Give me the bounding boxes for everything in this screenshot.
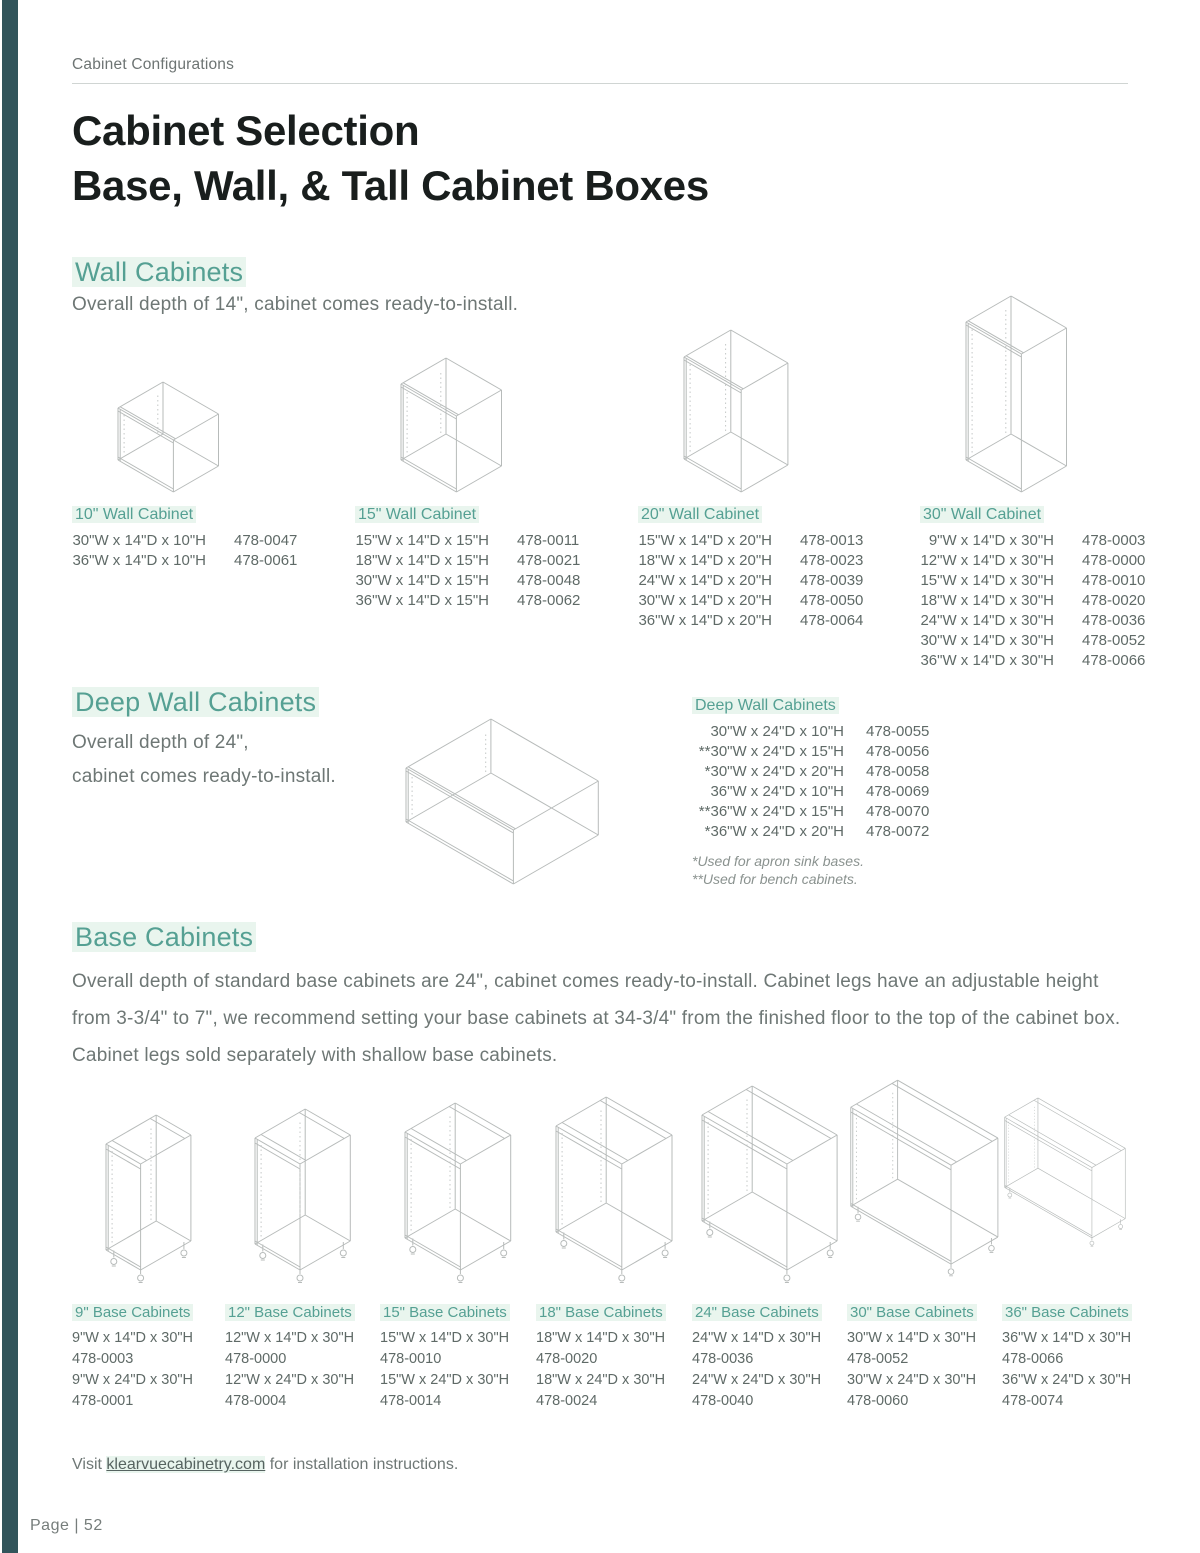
deep-wall-specs (692, 687, 1128, 888)
spec-line: 30"W x 24"D x 30"H (847, 1372, 977, 1389)
spec-row: 18"W x 14"D x 20"H 478-0023 (638, 552, 864, 570)
deep-wall-intro (72, 687, 402, 888)
base-cabinet-group-18 (536, 1304, 692, 1412)
visit-prefix: Visit (72, 1456, 102, 1474)
spec-line: 9"W x 14"D x 30"H (72, 1330, 194, 1347)
spec-line: 478-0066 (1002, 1351, 1064, 1368)
spec-line: 18"W x 24"D x 30"H (536, 1372, 666, 1389)
spec-line: 478-0000 (225, 1351, 287, 1368)
group-label: Deep Wall Cabinets (692, 697, 839, 714)
base-cabinet-18in-illustration (552, 1093, 677, 1294)
spec-row: 30"W x 24"D x 10"H 478-0055 (710, 723, 930, 741)
base-cabinet-group-30 (847, 1304, 1002, 1412)
spec-line: 478-0010 (380, 1351, 442, 1368)
base-cabinets-heading: Base Cabinets (72, 922, 1128, 953)
spec-row: 36"W x 14"D x 10"H 478-0061 (72, 552, 298, 570)
spec-line: 15"W x 24"D x 30"H (380, 1372, 510, 1389)
base-cabinet-9in-illustration (102, 1111, 195, 1294)
spec-row: 24"W x 14"D x 20"H 478-0039 (638, 572, 864, 590)
spec-row: 15"W x 14"D x 30"H 478-0010 (920, 572, 1146, 590)
group-label: 36" Base Cabinets (1002, 1304, 1132, 1321)
deep-wall-cabinets-section (72, 687, 1128, 888)
spec-line: 12"W x 14"D x 30"H (225, 1330, 355, 1347)
wall-cabinet-15in-illustration (397, 354, 506, 496)
left-accent-bar (2, 0, 18, 1553)
spec-row: 9"W x 14"D x 30"H 478-0003 (928, 532, 1146, 550)
spec-row: 36"W x 14"D x 30"H 478-0066 (920, 652, 1146, 670)
deep-wall-cabinet-illustration (402, 715, 603, 888)
spec-line: 24"W x 14"D x 30"H (692, 1330, 822, 1347)
spec-line: 478-0001 (72, 1393, 134, 1410)
spec-line: 30"W x 14"D x 30"H (847, 1330, 977, 1347)
base-cabinet-group-12 (225, 1304, 380, 1412)
wall-cabinet-group-30 (920, 506, 1146, 671)
page-content (72, 0, 1146, 1474)
base-cabinet-24in-illustration (698, 1082, 842, 1294)
footnote-apron-sink: *Used for apron sink bases. (692, 853, 864, 870)
wall-cabinet-group-10 (72, 506, 355, 671)
wall-cabinet-10in-illustration (114, 378, 223, 496)
wall-cabinet-specs (72, 506, 1146, 671)
spec-line: 15"W x 14"D x 30"H (380, 1330, 510, 1347)
spec-row: 18"W x 14"D x 30"H 478-0020 (920, 592, 1146, 610)
group-label: 12" Base Cabinets (225, 1304, 355, 1321)
page-number: Page | 52 (30, 1517, 103, 1534)
deep-wall-heading: Deep Wall Cabinets (72, 687, 402, 718)
spec-row: 30"W x 14"D x 20"H 478-0050 (638, 592, 864, 610)
spec-line: 478-0036 (692, 1351, 754, 1368)
website-link[interactable]: klearvuecabinetry.com (106, 1456, 266, 1474)
base-cabinet-30in-illustration (847, 1069, 1002, 1294)
base-cabinet-group-36 (1002, 1304, 1132, 1412)
spec-line: 36"W x 14"D x 30"H (1002, 1330, 1132, 1347)
group-label: 20" Wall Cabinet (638, 506, 762, 523)
spec-row: *36"W x 24"D x 20"H 478-0072 (704, 823, 930, 841)
base-cabinet-36in-illustration (1002, 1055, 1128, 1294)
base-cabinet-group-9 (72, 1304, 225, 1412)
page-title (72, 104, 1128, 213)
visit-suffix: for installation instructions. (269, 1456, 459, 1474)
wall-cabinet-group-20 (638, 506, 920, 671)
base-cabinet-specs (72, 1304, 1132, 1412)
spec-row: 24"W x 14"D x 30"H 478-0036 (920, 612, 1146, 630)
spec-row: **36"W x 24"D x 15"H 478-0070 (698, 803, 930, 821)
spec-row: 15"W x 14"D x 15"H 478-0011 (355, 532, 580, 550)
wall-cabinets-section (72, 257, 1146, 671)
wall-cabinets-subtitle: Overall depth of 14", cabinet comes ready-to-install. (72, 294, 519, 316)
spec-row: 15"W x 14"D x 20"H 478-0013 (638, 532, 864, 550)
deep-wall-illustration-wrap (402, 687, 692, 888)
base-cabinets-paragraph: Overall depth of standard base cabinets are 24", cabinet comes ready-to-install. Cabinet legs have an adjustable height from 3-3/4" to 7", we recommend setting your base cabinets at 34-3/4" from the finished floor to the top of the cabinet box. Cabinet legs sold separately with shallow base cabinets. (72, 971, 1121, 1067)
spec-row: 12"W x 14"D x 30"H 478-0000 (920, 552, 1146, 570)
wall-cabinet-illustrations (72, 290, 1128, 496)
spec-row: 36"W x 14"D x 15"H 478-0062 (355, 592, 581, 610)
spec-row: 30"W x 14"D x 30"H 478-0052 (920, 632, 1146, 650)
spec-line: 9"W x 24"D x 30"H (72, 1372, 194, 1389)
group-label: 30" Wall Cabinet (920, 506, 1044, 523)
spec-row: 36"W x 24"D x 10"H 478-0069 (710, 783, 930, 801)
spec-line: 478-0060 (847, 1393, 909, 1410)
spec-line: 24"W x 24"D x 30"H (692, 1372, 822, 1389)
spec-line: 12"W x 24"D x 30"H (225, 1372, 355, 1389)
deep-wall-subtitle-line1: Overall depth of 24", (72, 732, 249, 754)
spec-line: 478-0052 (847, 1351, 909, 1368)
base-cabinet-15in-illustration (401, 1099, 515, 1294)
group-label: 15" Wall Cabinet (355, 506, 479, 523)
spec-line: 478-0074 (1002, 1393, 1064, 1410)
spec-line: 478-0020 (536, 1351, 598, 1368)
group-label: 9" Base Cabinets (72, 1304, 193, 1321)
spec-line: 478-0024 (536, 1393, 598, 1410)
group-label: 18" Base Cabinets (536, 1304, 666, 1321)
breadcrumb: Cabinet Configurations (72, 56, 1128, 84)
group-label: 30" Base Cabinets (847, 1304, 977, 1321)
spec-row: 30"W x 14"D x 10"H 478-0047 (72, 532, 298, 550)
spec-line: 36"W x 24"D x 30"H (1002, 1372, 1132, 1389)
spec-row: 30"W x 14"D x 15"H 478-0048 (355, 572, 581, 590)
spec-line: 478-0004 (225, 1393, 287, 1410)
base-cabinet-12in-illustration (251, 1105, 355, 1294)
wall-cabinet-20in-illustration (680, 326, 792, 496)
spec-row: 18"W x 14"D x 15"H 478-0021 (355, 552, 581, 570)
group-label: 24" Base Cabinets (692, 1304, 822, 1321)
group-label: 15" Base Cabinets (380, 1304, 510, 1321)
spec-line: 478-0040 (692, 1393, 754, 1410)
group-label: 10" Wall Cabinet (72, 506, 196, 523)
wall-cabinet-30in-illustration (962, 292, 1071, 496)
spec-row: *30"W x 24"D x 20"H 478-0058 (704, 763, 930, 781)
spec-row: **30"W x 24"D x 15"H 478-0056 (698, 743, 930, 761)
footnote-bench: **Used for bench cabinets. (692, 871, 858, 888)
spec-line: 18"W x 14"D x 30"H (536, 1330, 666, 1347)
spec-row: 36"W x 14"D x 20"H 478-0064 (638, 612, 864, 630)
base-cabinets-section (72, 922, 1132, 1412)
installation-note (72, 1456, 1128, 1474)
deep-wall-footnotes (692, 852, 1128, 888)
spec-line: 478-0003 (72, 1351, 134, 1368)
base-cabinet-illustrations (72, 1054, 1128, 1294)
page-title-line1: Cabinet Selection (72, 107, 420, 154)
base-cabinet-group-24 (692, 1304, 847, 1412)
wall-cabinet-group-15 (355, 506, 638, 671)
page-title-line2: Base, Wall, & Tall Cabinet Boxes (72, 161, 709, 209)
wall-cabinets-heading: Wall Cabinets (72, 257, 1128, 288)
spec-line: 478-0014 (380, 1393, 442, 1410)
deep-wall-subtitle-line2: cabinet comes ready-to-install. (72, 766, 336, 788)
base-cabinet-group-15 (380, 1304, 536, 1412)
